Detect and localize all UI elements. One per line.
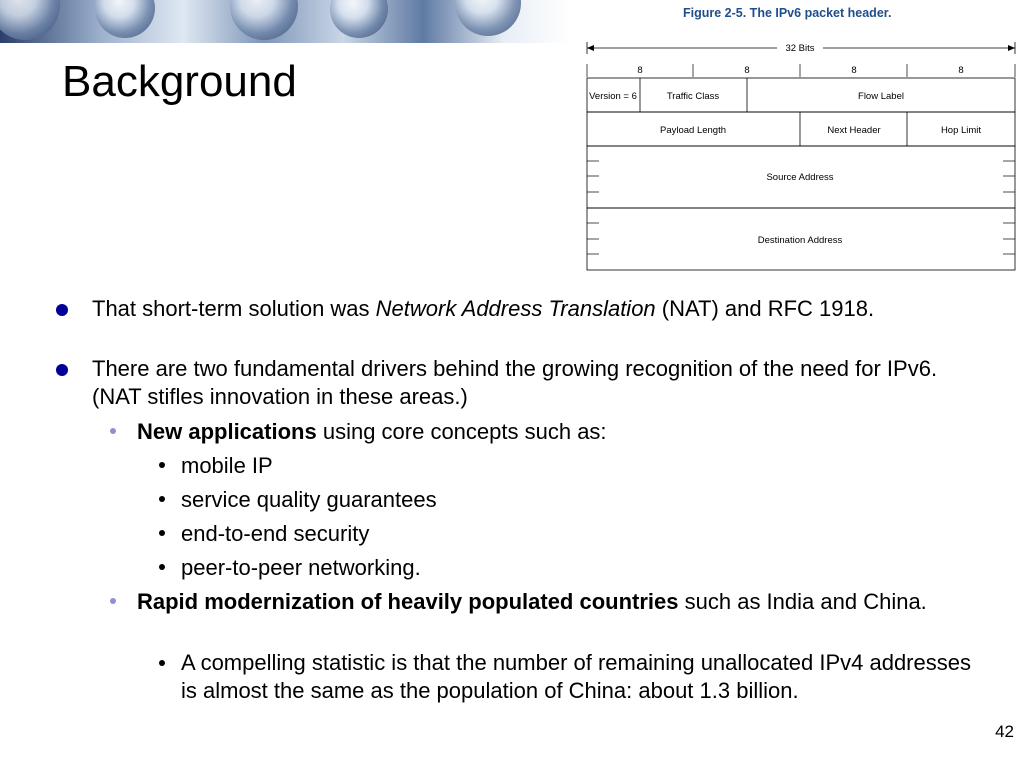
bits-width-label: 32 Bits [785,43,815,54]
field-destination-address: Destination Address [757,235,843,246]
sub-sub-bullet-item [181,520,991,548]
field-payload-length: Payload Length [659,125,727,136]
bullet-text: such as India and China. [678,589,927,614]
sub-sub-bullet-item [181,486,991,514]
bullet-suffix: (NAT) and RFC 1918. [655,296,875,321]
field-hop-limit: Hop Limit [940,125,982,136]
figure-caption: Figure 2-5. The IPv6 packet header. [683,6,892,20]
sub-bullet-item [137,588,992,616]
bullet-marker [56,304,68,316]
field-traffic-class: Traffic Class [666,91,720,102]
bit-label-3: 8 [851,65,857,76]
field-source-address: Source Address [766,172,834,183]
sub-sub-bullet-marker [159,530,165,536]
bullet-text: There are two fundamental drivers behind the growing recognition of the need for IPv6. (NAT stifles innovation in these areas.) [92,356,938,409]
field-next-header: Next Header [827,125,881,136]
sub-sub-bullet-marker [159,564,165,570]
bullet-text: end-to-end security [181,521,370,546]
sub-sub-bullet-marker [159,496,165,502]
bullet-text: peer-to-peer networking. [181,555,421,580]
sub-bullet-item [137,418,992,446]
bullet-item [92,295,987,323]
field-version: Version = 6 [589,91,637,102]
bullet-text: That short-term solution was [92,296,376,321]
sub-sub-bullet-marker [159,660,165,666]
sub-sub-bullet-item [181,452,991,480]
bullet-bold-term: Rapid modernization of heavily populated countries [137,589,679,614]
slide-title: Background [62,57,297,106]
bullet-item [92,355,987,411]
bullet-text: service quality guarantees [181,487,437,512]
field-flow-label: Flow Label [858,91,904,102]
sub-sub-bullet-item [181,649,991,705]
bullet-marker [56,364,68,376]
bullet-text: using core concepts such as: [316,419,607,444]
bit-label-1: 8 [637,65,643,76]
bullet-text: A compelling statistic is that the number of remaining unallocated IPv4 addresses is almost the same as the population of China: about 1.3 billion. [181,650,971,703]
bullet-text: mobile IP [181,453,273,478]
sub-bullet-marker [110,428,116,434]
sub-bullet-marker [110,598,116,604]
bit-label-2: 8 [744,65,750,76]
sub-sub-bullet-marker [159,462,165,468]
bullet-bold-term: New applications [137,419,317,444]
bullet-italic-term: Network Address Translation [375,296,656,321]
sub-sub-bullet-item [181,554,991,582]
slide-number: 42 [995,722,1014,741]
bit-label-4: 8 [958,65,964,76]
